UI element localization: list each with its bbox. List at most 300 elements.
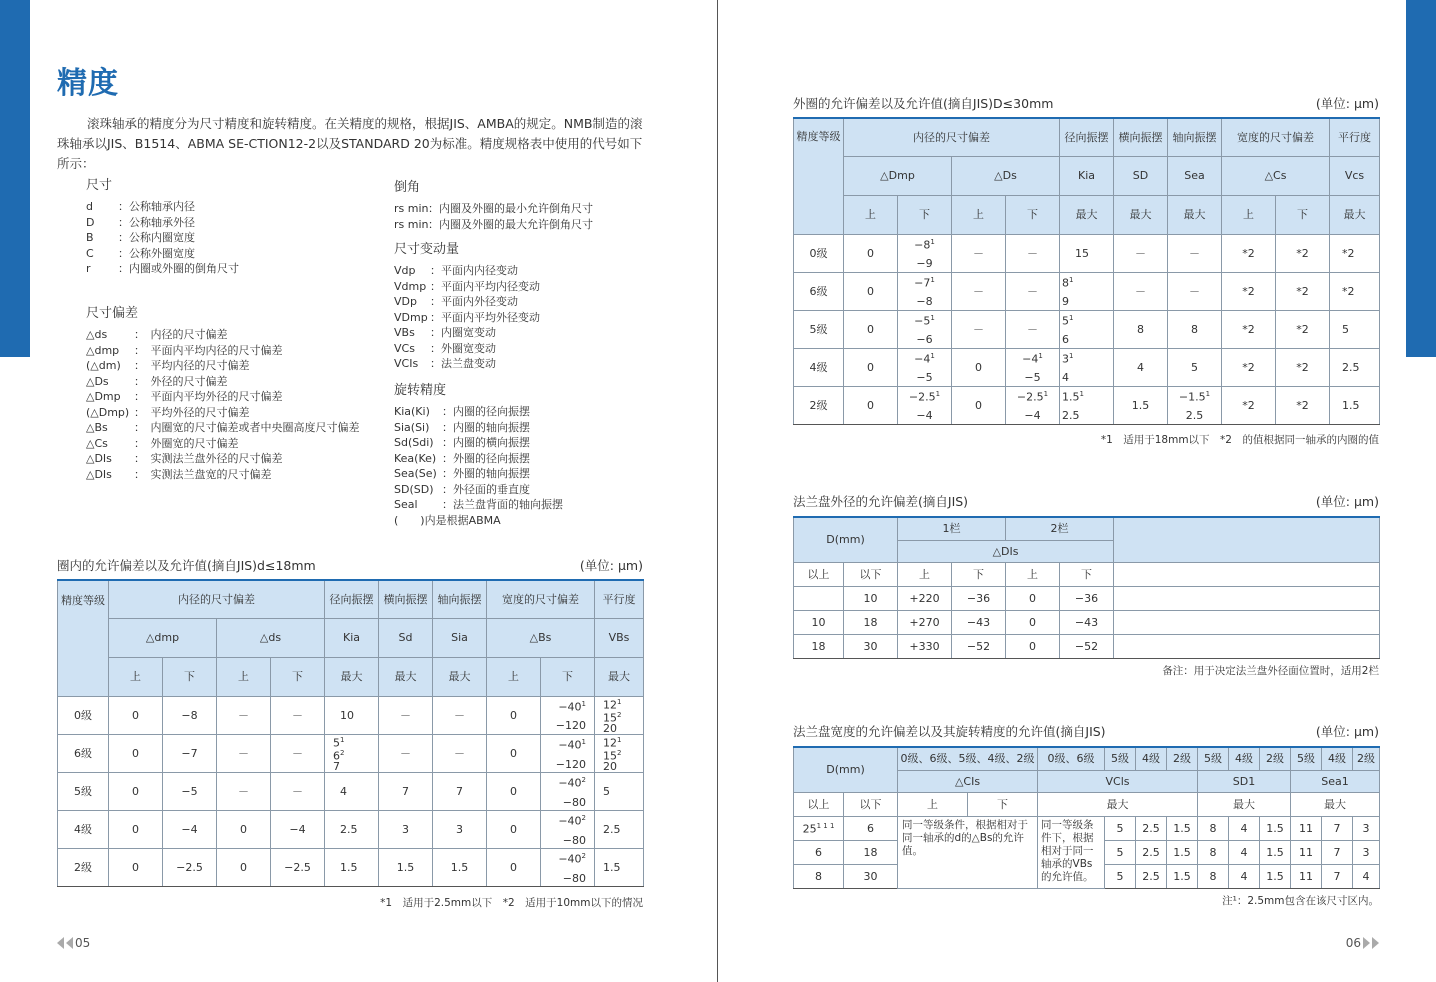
t4-sd1-0: 8 (1198, 816, 1229, 840)
def-value: ： 平均外径的尺寸偏差 (134, 405, 250, 419)
t1-ds-upper: － (217, 696, 271, 734)
t1-par-sup: 2 (617, 711, 622, 720)
table2 (793, 117, 1380, 425)
t2-sea-line2: 2.5 (1185, 408, 1204, 422)
t2-cs-upper: *2 (1222, 310, 1276, 348)
t4-h-sd1: SD1 (1198, 770, 1291, 792)
table2-unit: (单位: μm) (1315, 96, 1379, 111)
t3-upper: 上 (1006, 562, 1060, 586)
t1-h-grade: 精度等级 (58, 580, 109, 696)
t1-wl2: −80 (562, 871, 586, 885)
t2-sd: 8 (1114, 310, 1168, 348)
t2-kia-sup: 1 (1069, 352, 1074, 361)
t2-dmp-lower-line2: −9 (916, 256, 933, 270)
t2-cs-lower: *2 (1276, 386, 1330, 424)
prev-triangle-icon (66, 937, 73, 949)
t1-bore-lower: −5 (163, 773, 217, 811)
t2-cs-lower: *2 (1276, 310, 1330, 348)
t1-lower: 下 (271, 657, 325, 696)
t4-sd1-2: 1.5 (1260, 864, 1291, 888)
t2-h-par: 平行度 (1330, 118, 1380, 156)
def-row (86, 374, 386, 390)
page-title: 精度 (57, 66, 119, 101)
t1-par-val: 2.5 (603, 822, 621, 836)
rotation-block (394, 383, 684, 528)
rotation-list (394, 404, 684, 513)
t2-cs-upper: *2 (1222, 386, 1276, 424)
t4-g2: 2级 (1353, 747, 1380, 770)
def-value: ： 平均内径的尺寸偏差 (134, 359, 250, 372)
t1-sd: 7 (379, 773, 433, 811)
page-number-left-text: 05 (75, 936, 91, 950)
def-row (394, 451, 684, 467)
def-value: ：内圈的轴向振摆 (442, 420, 530, 434)
t1-lower: 下 (541, 657, 595, 696)
t3-above: 以上 (794, 562, 844, 586)
t1-kia (325, 734, 379, 772)
t1-par (595, 734, 644, 772)
def-key: (△dm) (86, 359, 121, 372)
t2-grade: 2级 (794, 386, 844, 424)
def-row (394, 325, 684, 341)
t1-h-width: 宽度的尺寸偏差 (487, 580, 595, 618)
t4-lower: 下 (968, 792, 1038, 816)
t1-par-val: 15 (603, 711, 617, 725)
t4-sd1-0: 8 (1198, 864, 1229, 888)
chamfer-list (394, 201, 684, 232)
def-value: ：平面内平均内径变动 (430, 279, 540, 293)
def-row (394, 356, 684, 372)
def-value: ： 内径的尺寸偏差 (134, 328, 228, 341)
t1-kia: 10 (325, 696, 379, 734)
t3-h-col2: 2栏 (1006, 517, 1114, 540)
t1-bore-upper: 0 (109, 773, 163, 811)
t3-blank-cell (1114, 610, 1380, 634)
def-value: ：外圈的轴向振摆 (442, 467, 530, 480)
t1-wl2: −80 (562, 833, 586, 847)
t2-dmp-upper: 0 (844, 386, 898, 424)
def-row (394, 482, 684, 498)
t2-ds-upper: － (952, 234, 1006, 272)
table3-note: 备注：用于决定法兰盘外径面位置时，适用2栏 (1162, 665, 1379, 677)
t1-par-sup: 2 (617, 749, 622, 758)
t2-upper: 上 (952, 195, 1006, 234)
t4-sea1-1: 7 (1322, 840, 1353, 864)
t1-par-line (603, 784, 610, 798)
t1-s-dmp: △dmp (109, 618, 217, 657)
t2-dmp-lower-line1 (914, 235, 935, 253)
t1-grade: 4级 (58, 811, 109, 849)
t1-wl1-val: −40 (558, 852, 582, 866)
t2-sd: 4 (1114, 348, 1168, 386)
t1-par-val: 20 (603, 760, 617, 773)
table1-caption: 圈内的允许偏差以及允许值(摘自JIS)d≤18mm (57, 558, 316, 573)
t2-dmp-lower (898, 272, 952, 310)
t1-max: 最大 (595, 657, 644, 696)
table-row (58, 696, 644, 734)
table-row (794, 310, 1380, 348)
t2-dmp-lower-line1 (914, 311, 935, 329)
def-row (394, 201, 684, 217)
t2-cs-lower: *2 (1276, 272, 1330, 310)
t4-sea1-2: 3 (1353, 816, 1380, 840)
t2-ds-upper: － (952, 310, 1006, 348)
def-value: ： 外圈宽的尺寸偏差 (134, 436, 239, 450)
t1-par-val: 5 (603, 784, 610, 798)
t1-par (595, 849, 644, 887)
def-row (86, 261, 376, 277)
t2-dmp-lower-line1 (909, 387, 940, 405)
t2-ds-lower-sup: 1 (1038, 352, 1043, 361)
def-row (394, 341, 684, 357)
table-row (58, 734, 644, 772)
t1-kia: 4 (325, 773, 379, 811)
t3-cell-a (794, 586, 844, 610)
t3-cell-l1: −52 (952, 634, 1006, 658)
t2-dmp-lower (898, 386, 952, 424)
t1-par-line (603, 697, 621, 711)
t1-width-lower (541, 773, 595, 811)
t2-s-kia: Kia (1060, 156, 1114, 195)
def-value: ：内圈的横向振摆 (442, 436, 530, 449)
t2-lower: 下 (898, 195, 952, 234)
def-key: △dmp (86, 343, 120, 357)
t1-kia-line (333, 762, 340, 772)
t2-sd: 1.5 (1114, 386, 1168, 424)
t1-ds-lower: － (271, 734, 325, 772)
t1-h-kia: 径向振摆 (325, 580, 379, 618)
t2-dmp-upper: 0 (844, 310, 898, 348)
t2-h-sd: 横向振摆 (1114, 118, 1168, 156)
t2-sea-line1 (1179, 387, 1210, 405)
t1-wl1 (558, 773, 586, 791)
def-row (394, 217, 684, 233)
t4-h-vcls: VCls (1038, 770, 1198, 792)
t2-kia-val: 3 (1062, 352, 1069, 366)
dims-title: 尺寸 (86, 178, 113, 193)
t4-sd1-2: 1.5 (1260, 816, 1291, 840)
t4-max-sea1: 最大 (1291, 792, 1380, 816)
t1-wl1 (558, 735, 586, 753)
t4-above (794, 864, 844, 888)
def-value: ：内圈及外圈的最小允许倒角尺寸 (428, 202, 593, 215)
def-key: D (86, 215, 95, 229)
t4-below: 30 (844, 864, 898, 888)
t2-s-cs: △Cs (1222, 156, 1330, 195)
def-key: VCIs (394, 357, 419, 370)
t1-h-par: 平行度 (595, 580, 644, 618)
t3-h-dis: △DIs (898, 540, 1114, 562)
t2-dmp-upper: 0 (844, 234, 898, 272)
t4-sea1-0: 11 (1291, 864, 1322, 888)
table1-note: *1 适用于2.5mm以下 *2 适用于10mm以下的情况 (380, 897, 643, 909)
t1-wl1-sup: 2 (581, 814, 586, 823)
def-value: ：外径面的垂直度 (442, 482, 530, 496)
def-key: △Bs (86, 421, 108, 434)
t2-ds-lower-val: −4 (1022, 352, 1039, 366)
t2-ds-lower: － (1006, 310, 1060, 348)
def-key: △ds (86, 328, 108, 341)
def-row (394, 310, 684, 326)
def-row (394, 404, 684, 420)
t2-sea-val: −1.5 (1178, 390, 1206, 404)
t4-vcls-1: 2.5 (1136, 840, 1167, 864)
t4-g4: 4级 (1322, 747, 1353, 770)
t1-upper: 上 (217, 657, 271, 696)
t2-dmp-lower (898, 310, 952, 348)
t1-max: 最大 (379, 657, 433, 696)
t3-blank-cell (1114, 586, 1380, 610)
t2-sd: － (1114, 272, 1168, 310)
t2-s-sea: Sea (1168, 156, 1222, 195)
table3-caption: 法兰盘外径的允许偏差(摘自JIS) (793, 494, 969, 509)
t4-g5: 5级 (1198, 747, 1229, 770)
def-row (86, 199, 376, 215)
t1-sia: 1.5 (433, 849, 487, 887)
t1-bore-upper: 0 (109, 696, 163, 734)
t1-wl1 (558, 811, 586, 829)
t3-h-d: D(mm) (794, 517, 898, 562)
t2-kia-line2: 2.5 (1062, 408, 1080, 422)
t2-dmp-lower-line2: −8 (916, 294, 933, 308)
def-value: ：平面内外径变动 (430, 295, 518, 308)
def-value: ：内圈的径向振摆 (442, 405, 530, 418)
t2-kia (1060, 386, 1114, 424)
t1-s-sia: Sia (433, 618, 487, 657)
t3-cell-u1: +220 (898, 586, 952, 610)
t2-kia (1060, 348, 1114, 386)
def-row (394, 420, 684, 436)
def-value: ：内圈及外圈的最大允许倒角尺寸 (428, 217, 593, 231)
t4-vcls-1: 2.5 (1136, 864, 1167, 888)
t3-lower: 下 (1060, 562, 1114, 586)
t1-ds-upper: 0 (217, 849, 271, 887)
t4-sd1-1: 4 (1229, 816, 1260, 840)
t2-grade: 0级 (794, 234, 844, 272)
t1-kia-val: 7 (333, 760, 340, 773)
def-row (394, 263, 684, 279)
t2-kia-line1 (1062, 349, 1073, 367)
t1-width-upper: 0 (487, 734, 541, 772)
t2-h-bore: 内径的尺寸偏差 (844, 118, 1060, 156)
t2-dmp-lower-sup: 1 (930, 314, 935, 323)
t2-dmp-lower-sup: 1 (930, 352, 935, 361)
t1-par-val: 15 (603, 750, 617, 764)
t2-vcs: *2 (1330, 272, 1380, 310)
t1-width-lower (541, 734, 595, 772)
def-key: C (86, 246, 94, 260)
t4-below: 18 (844, 840, 898, 864)
t2-kia-val: 8 (1062, 276, 1069, 290)
t1-kia-sup: 2 (340, 749, 345, 758)
def-key: VDp (394, 295, 417, 308)
t2-ds-upper: － (952, 272, 1006, 310)
t3-blank-cell (1114, 634, 1380, 658)
t4-h-grades1: 0级、6级、5级、4级、2级 (898, 747, 1038, 770)
t2-upper: 上 (844, 195, 898, 234)
t1-width-lower (541, 811, 595, 849)
table4-unit: (单位: μm) (1315, 724, 1379, 739)
t1-max: 最大 (325, 657, 379, 696)
table4-caption: 法兰盘宽度的允许偏差以及其旋转精度的允许值(摘自JIS) (793, 724, 1106, 739)
t2-max: 最大 (1114, 195, 1168, 234)
t2-kia-line1 (1062, 387, 1084, 405)
t2-cs-lower: *2 (1276, 348, 1330, 386)
t2-cs-lower: *2 (1276, 234, 1330, 272)
t1-sia: 7 (433, 773, 487, 811)
variation-block (394, 242, 684, 372)
t4-sd1-0: 8 (1198, 840, 1229, 864)
t1-wl1-sup: 1 (581, 738, 586, 747)
t4-vcls-0: 5 (1105, 864, 1136, 888)
t3-cell-l1: −36 (952, 586, 1006, 610)
t1-par-sup: 1 (617, 697, 622, 706)
t1-par-line (603, 860, 621, 874)
def-key: Sea(Se) (394, 467, 437, 480)
def-row (86, 389, 386, 405)
t1-ds-upper: 0 (217, 811, 271, 849)
t2-dmp-lower-sup: 1 (935, 390, 941, 399)
def-value: ： 外径的尺寸偏差 (134, 374, 228, 388)
t1-width-lower (541, 696, 595, 734)
def-value: ：公称轴承外径 (118, 215, 195, 229)
def-value: ：平面内平均外径变动 (430, 310, 540, 324)
t4-sea1-1: 7 (1322, 816, 1353, 840)
def-value: ： 平面内平均外径的尺寸偏差 (134, 390, 283, 403)
t1-kia: 1.5 (325, 849, 379, 887)
table4-note: 注¹：2.5mm包含在该尺寸区内。 (1222, 895, 1379, 907)
t2-kia-line1 (1062, 273, 1073, 291)
t3-cell-a: 18 (794, 634, 844, 658)
t1-sia: 3 (433, 811, 487, 849)
t1-sd: 1.5 (379, 849, 433, 887)
t2-kia-sup: 1 (1079, 390, 1084, 399)
def-value: ： 平面内平均内径的尺寸偏差 (134, 343, 283, 357)
t1-ds-lower: － (271, 696, 325, 734)
t2-sea: 5 (1168, 348, 1222, 386)
t4-sea1-2: 4 (1353, 864, 1380, 888)
t2-ds-lower-line1 (1017, 387, 1048, 405)
def-row (394, 466, 684, 482)
t1-h-bore: 内径的尺寸偏差 (109, 580, 325, 618)
t4-h-cls: △CIs (898, 770, 1038, 792)
t1-wl2: −80 (562, 795, 586, 809)
t1-wl1-val: −40 (558, 814, 582, 828)
chamfer-block (394, 180, 684, 232)
t3-cell-l2: −52 (1060, 634, 1114, 658)
t2-kia-sup: 1 (1069, 314, 1074, 323)
t3-below: 以下 (844, 562, 898, 586)
t1-par-val: 12 (603, 698, 617, 712)
t1-kia-val: 5 (333, 736, 340, 750)
t1-par (595, 773, 644, 811)
t4-vcls-2: 1.5 (1167, 816, 1198, 840)
table-row (794, 272, 1380, 310)
t2-dmp-lower (898, 348, 952, 386)
t1-ds-upper: － (217, 773, 271, 811)
def-row (394, 435, 684, 451)
t2-ds-upper: 0 (952, 348, 1006, 386)
def-key: r (86, 262, 91, 275)
page-number-right-text: 06 (1345, 936, 1361, 950)
t2-grade: 5级 (794, 310, 844, 348)
t2-max: 最大 (1060, 195, 1114, 234)
t1-sd: 3 (379, 811, 433, 849)
t3-cell-u2: 0 (1006, 634, 1060, 658)
def-value: ：内圈宽变动 (430, 326, 496, 339)
def-value: ：外圈宽变动 (430, 341, 496, 355)
def-key: rs min (394, 217, 429, 231)
t2-sea: － (1168, 234, 1222, 272)
t1-wl1-sup: 2 (581, 776, 586, 785)
def-key: SD(SD) (394, 482, 434, 496)
t2-vcs: 5 (1330, 310, 1380, 348)
t1-wl1 (558, 697, 586, 715)
t1-grade: 5级 (58, 773, 109, 811)
t4-h-grades2: 0级、6级 (1038, 747, 1105, 770)
t2-sea: － (1168, 272, 1222, 310)
t1-wl1-sup: 2 (581, 852, 586, 861)
t2-ds-lower (1006, 348, 1060, 386)
t1-s-vbs: VBs (595, 618, 644, 657)
table-row (794, 234, 1380, 272)
t2-dmp-lower-line2: −6 (916, 332, 933, 346)
def-value: ： 实测法兰盘宽的尺寸偏差 (134, 467, 272, 481)
t4-g4: 4级 (1229, 747, 1260, 770)
def-value: ：公称内圈宽度 (118, 231, 195, 244)
t2-vcs: *2 (1330, 234, 1380, 272)
t2-ds-lower: － (1006, 272, 1060, 310)
t1-bore-lower: −2.5 (163, 849, 217, 887)
t1-sia: － (433, 696, 487, 734)
t4-sea1-0: 11 (1291, 840, 1322, 864)
def-key: VBs (394, 326, 415, 339)
t2-ds-upper: 0 (952, 386, 1006, 424)
t1-s-bs: △Bs (487, 618, 595, 657)
t1-sd: － (379, 734, 433, 772)
t1-h-sd: 横向振摆 (379, 580, 433, 618)
t2-kia: 15 (1060, 234, 1114, 272)
table2-caption: 外圈的允许偏差以及允许值(摘自JIS)D≤30mm (793, 96, 1054, 111)
table2-note: *1 适用于18mm以下 *2 的值根据同一轴承的内圈的值 (1100, 434, 1379, 446)
t3-lower: 下 (952, 562, 1006, 586)
dims-block (86, 178, 376, 277)
t4-sea1-0: 11 (1291, 816, 1322, 840)
def-key: Sd(Sdi) (394, 436, 434, 449)
t2-kia (1060, 310, 1114, 348)
t2-cs-upper: *2 (1222, 272, 1276, 310)
t4-above-val: 25 (802, 822, 817, 836)
t4-above-val: 8 (815, 869, 822, 883)
def-key: B (86, 231, 94, 244)
t2-sea-sup: 1 (1205, 390, 1211, 399)
table1 (57, 579, 644, 887)
t1-wl2: −120 (555, 719, 586, 733)
def-value: ：公称外圈宽度 (118, 246, 195, 260)
devs-list (86, 327, 386, 482)
t1-width-upper: 0 (487, 773, 541, 811)
t2-grade: 6级 (794, 272, 844, 310)
t3-cell-u2: 0 (1006, 586, 1060, 610)
prev-triangle-icon (57, 937, 64, 949)
def-key: △Ds (86, 374, 109, 388)
t1-kia-val: 6 (333, 750, 340, 764)
t4-vcls-0: 5 (1105, 840, 1136, 864)
t2-dmp-lower-line1 (914, 349, 935, 367)
t2-kia-line2: 9 (1062, 294, 1069, 308)
t1-kia: 2.5 (325, 811, 379, 849)
t1-bore-lower: −4 (163, 811, 217, 849)
